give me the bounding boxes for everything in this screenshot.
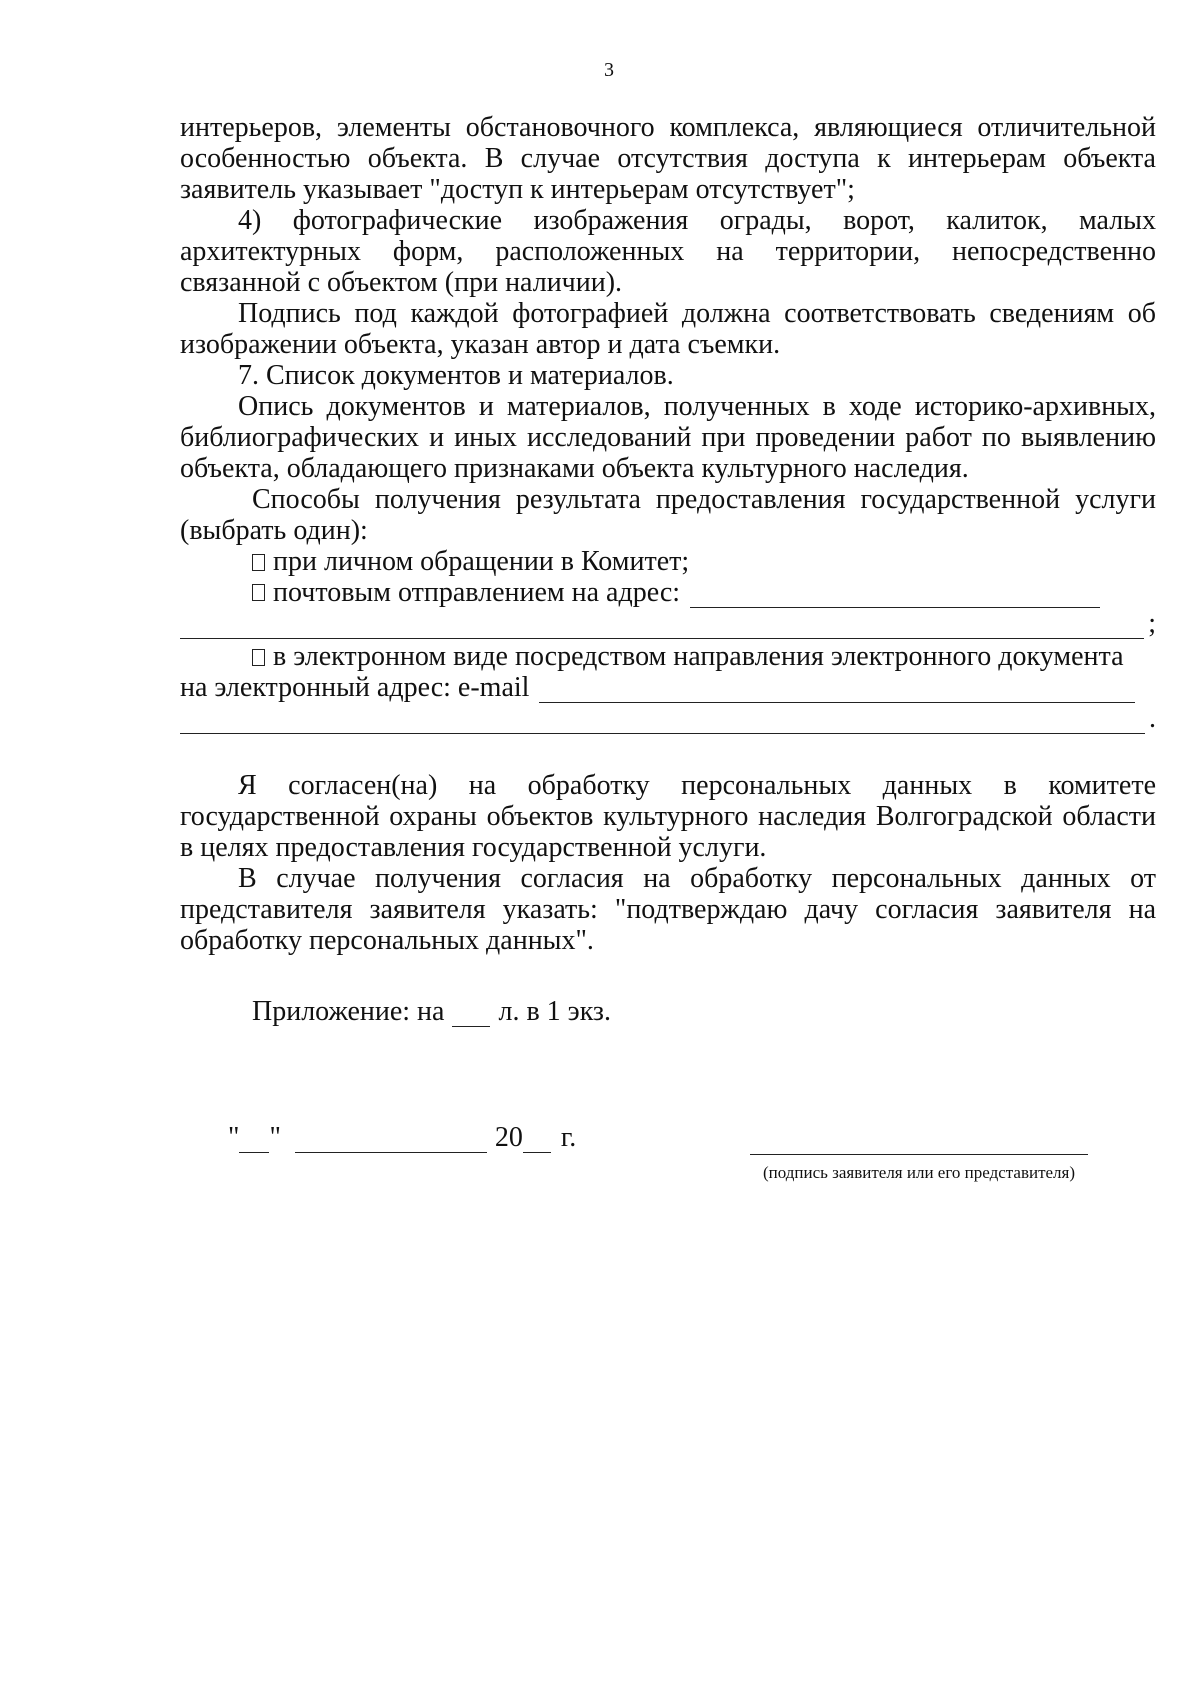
page-number: 3 (604, 59, 614, 81)
email-line-2-row (180, 703, 1156, 734)
email-line-2[interactable] (180, 709, 1145, 734)
postal-address-end: ; (1148, 608, 1156, 639)
email-label: на электронный адрес: e-mail (180, 672, 530, 703)
checkbox-postal[interactable] (252, 584, 265, 601)
email-end: . (1149, 703, 1156, 734)
date-year-suffix: г. (560, 1122, 577, 1153)
attachment-prefix: Приложение: на (252, 996, 445, 1027)
paragraph-consent-representative: В случае получения согласия на обработку персональных данных от представителя заявителя указать: "подтверждаю дачу согласия заявителя на обработку персональных данных". (180, 863, 1156, 956)
postal-address-line[interactable] (690, 583, 1100, 608)
option-postal-label: почтовым отправлением на адрес: (273, 577, 681, 608)
email-row (180, 672, 1156, 703)
paragraph-consent: Я согласен(на) на обработку персональных данных в комитете государственной охраны объектов культурного наследия Волгоградской области в целях предоставления государственной услуги. (180, 770, 1156, 863)
attachment-line (180, 996, 1156, 1027)
postal-address-line-2[interactable] (180, 614, 1144, 639)
option-email-label: в электронном виде посредством направления электронного документа (273, 641, 1124, 672)
paragraph-interiors: интерьеров, элементы обстановочного комплекса, являющиеся отличительной особенностью объекта. В случае отсутствия доступа к интерьерам объекта заявитель указывает "доступ к интерьерам отсутствует"; (180, 112, 1156, 205)
attachment-suffix: л. в 1 экз. (498, 996, 611, 1027)
date-year-blank[interactable] (523, 1128, 551, 1153)
date-quote-open: " (228, 1122, 240, 1153)
postal-address-line-2-row (180, 608, 1156, 639)
document-body (180, 112, 1156, 1027)
signature-caption: (подпись заявителя или его представителя) (762, 1163, 1076, 1182)
paragraph-result-methods: Способы получения результата предоставления государственной услуги (выбрать один): (180, 484, 1156, 546)
checkbox-email[interactable] (252, 649, 265, 666)
signature-line[interactable] (750, 1154, 1088, 1155)
option-postal (180, 577, 1156, 608)
date-quote-close: " (269, 1122, 281, 1153)
paragraph-photo-caption: Подпись под каждой фотографией должна соответствовать сведениям об изображении объекта, указан автор и дата съемки. (180, 298, 1156, 360)
option-in-person (180, 546, 1156, 577)
checkbox-in-person[interactable] (252, 554, 265, 571)
date-line (228, 1122, 576, 1153)
option-in-person-label: при личном обращении в Комитет; (273, 546, 690, 577)
date-day-blank[interactable] (239, 1128, 269, 1153)
attachment-pages-blank[interactable] (452, 1002, 490, 1027)
paragraph-inventory: Опись документов и материалов, полученных в ходе историко-архивных, библиографических и иных исследований при проведении работ по выявлению объекта, обладающего признаками объекта культурного наследия. (180, 391, 1156, 484)
date-month-blank[interactable] (295, 1128, 487, 1153)
date-year-prefix: 20 (494, 1122, 523, 1153)
paragraph-item-4: 4) фотографические изображения ограды, ворот, калиток, малых архитектурных форм, расположенных на территории, непосредственно связанной с объектом (при наличии). (180, 205, 1156, 298)
section-7-heading: 7. Список документов и материалов. (238, 360, 674, 391)
option-email (180, 641, 1156, 672)
email-line[interactable] (539, 678, 1135, 703)
